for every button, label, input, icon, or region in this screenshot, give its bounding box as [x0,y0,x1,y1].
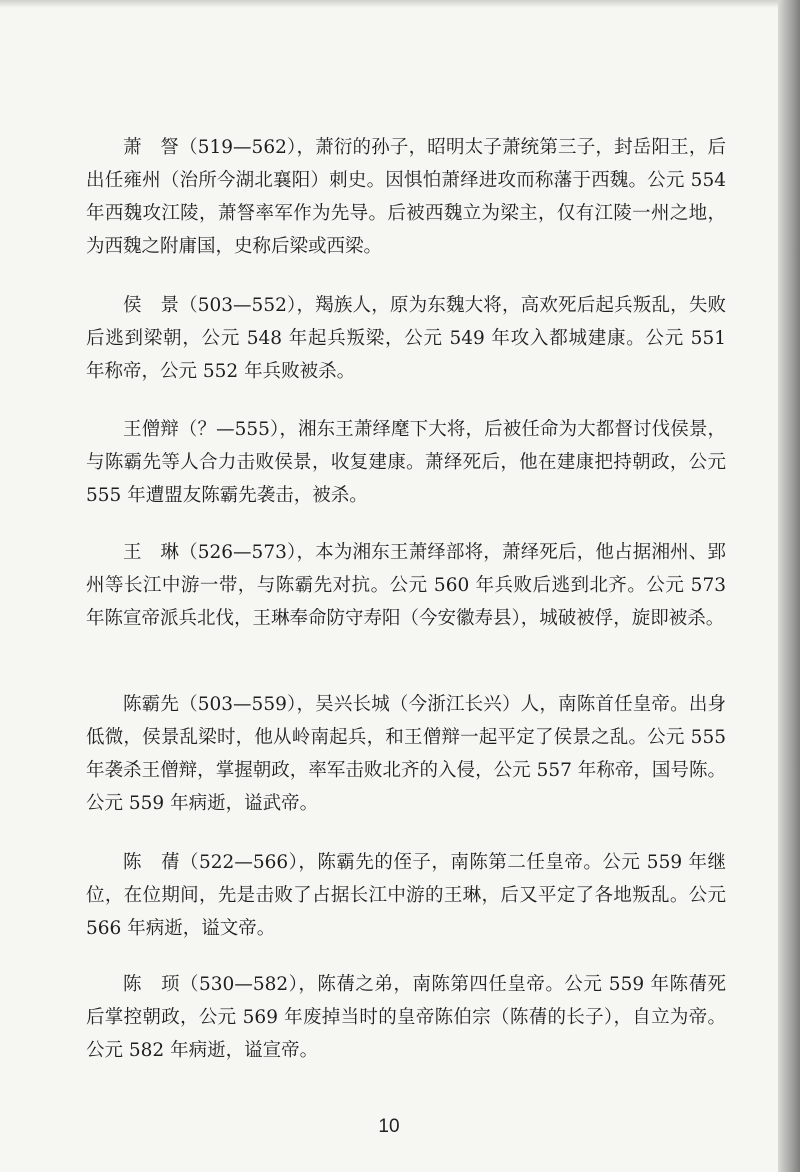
entry-name: 陈 顼 [123,974,181,995]
entry-wang-lin [86,536,726,635]
entry-text: （503—559），吴兴长城（今浙江长兴）人，南陈首任皇帝。出身低微，侯景乱梁时，他从岭南起兵，和王僧辩一起平定了侯景之乱。公元 555 年袭杀王僧辩，掌握朝政，率军击败北齐的入侵，公元 557 年称帝，国号陈。公元 559 年病逝，谥武帝。 [86,694,726,814]
entry-text: （503—552），羯族人，原为东魏大将，高欢死后起兵叛乱，失败后逃到梁朝，公元 548 年起兵叛梁，公元 549 年攻入都城建康。公元 551 年称帝，公元 552 年兵败被杀。 [86,295,726,382]
entry-name: 陈 蒨 [123,852,181,873]
entry-name: 陈霸先 [123,694,180,715]
entry-chen-baxian [86,688,726,820]
entry-text: （530—582），陈蒨之弟，南陈第四任皇帝。公元 559 年陈蒨死后掌控朝政，公元 569 年废掉当时的皇帝陈伯宗（陈蒨的长子），自立为帝。公元 582 年病逝，谥宣帝。 [86,974,726,1061]
entry-hou-jing [86,289,726,388]
page-spine-shadow [778,0,800,1172]
entry-wang-sengbian [86,413,726,512]
entry-name: 王僧辩 [123,419,179,440]
entry-name: 萧 詧 [123,137,180,158]
entry-chen-xu [86,968,726,1067]
entry-text: （522—566），陈霸先的侄子，南陈第二任皇帝。公元 559 年继位，在位期间，先是击败了占据长江中游的王琳，后又平定了各地叛乱。公元 566 年病逝，谥文帝。 [86,852,726,939]
entry-name: 侯 景 [123,295,180,316]
entry-xiao-cha [86,131,726,263]
entry-name: 王 琳 [123,542,180,563]
page-number: 10 [378,1116,400,1137]
entry-text: （519—562），萧衍的孙子，昭明太子萧统第三子，封岳阳王，后出任雍州（治所今湖北襄阳）刺史。因惧怕萧绎进攻而称藩于西魏。公元 554 年西魏攻江陵，萧詧率军作为先导。后被西魏立为梁主，仅有江陵一州之地，为西魏之附庸国，史称后梁或西梁。 [86,137,726,257]
entry-text: （？—555），湘东王萧绎麾下大将，后被任命为大都督讨伐侯景，与陈霸先等人合力击败侯景，收复建康。萧绎死后，他在建康把持朝政，公元 555 年遭盟友陈霸先袭击，被杀。 [86,419,726,506]
entry-text: （526—573），本为湘东王萧绎部将，萧绎死后，他占据湘州、郢州等长江中游一带，与陈霸先对抗。公元 560 年兵败后逃到北齐。公元 573 年陈宣帝派兵北伐，王琳奉命防守寿阳（今安徽寿县），城破被俘，旋即被杀。 [86,542,726,629]
page-top-edge [0,0,778,8]
entry-chen-qian [86,846,726,945]
